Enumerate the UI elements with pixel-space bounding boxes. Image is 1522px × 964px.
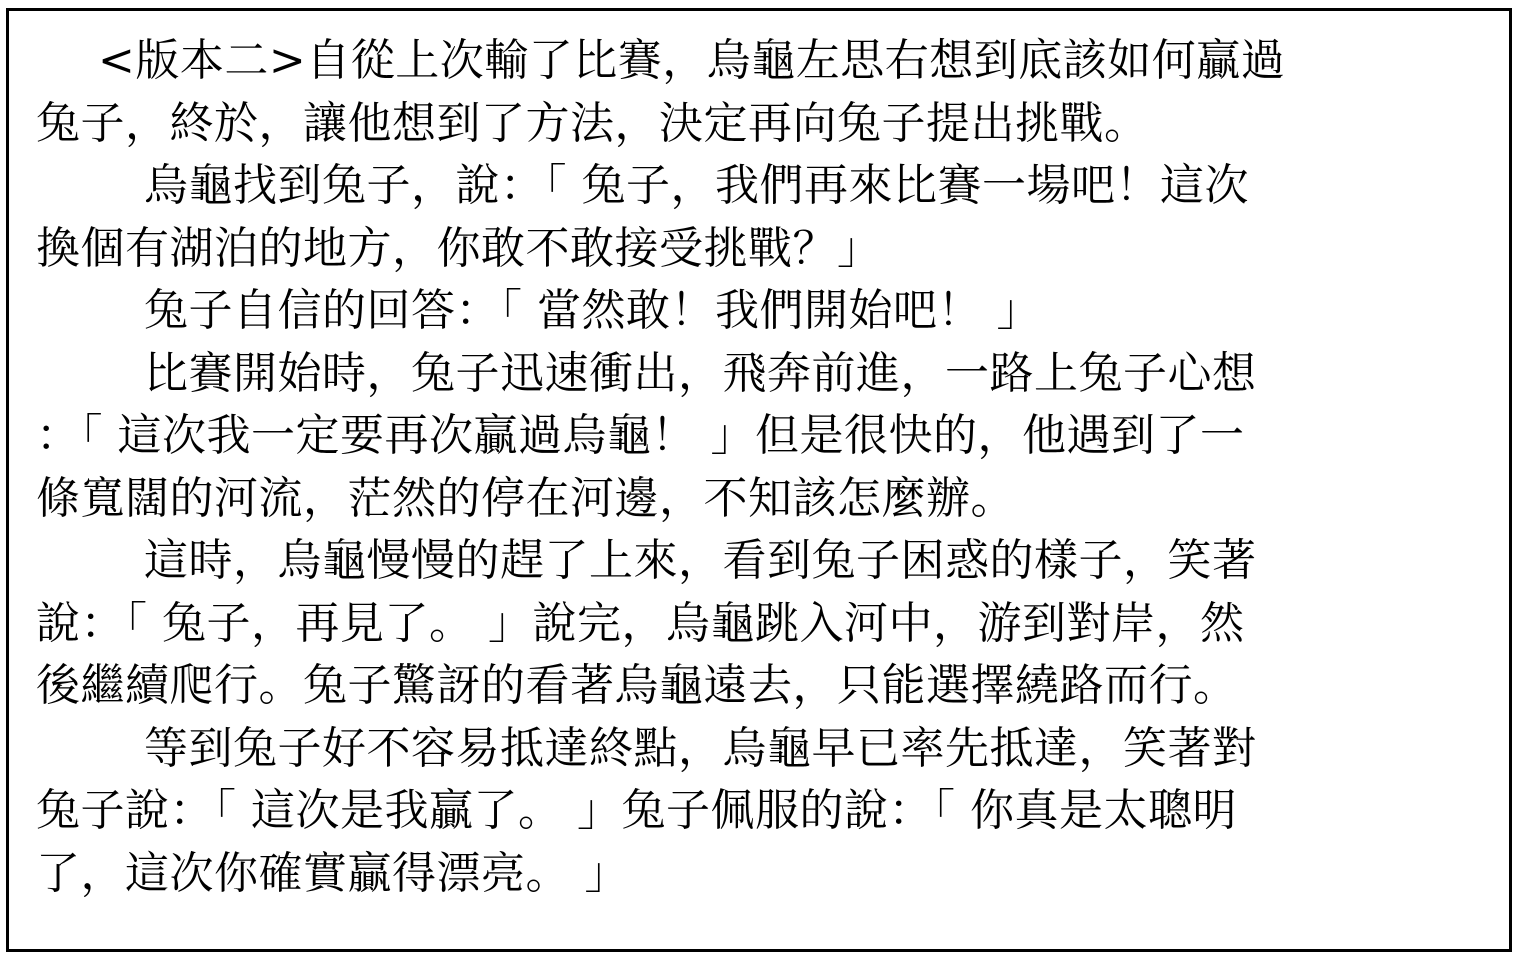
story-line: ：「 這次我一定要再次贏過烏龜！ 」但是很快的，他遇到了一 <box>36 410 1245 461</box>
story-line: 了，這次你確實贏得漂亮。 」 <box>36 847 629 899</box>
story-line: <版本二>自從上次輸了比賽，烏龜左思右想到底該如何贏過 <box>98 35 1286 86</box>
story-line: 等到兔子好不容易抵達終點，烏龜早已率先抵達，笑著對 <box>144 722 1257 774</box>
story-line: 兔子自信的回答：「 當然敢！我們開始吧！ 」 <box>144 285 1041 336</box>
story-line: 兔子，終於，讓他想到了方法，決定再向兔子提出挑戰。 <box>36 97 1149 149</box>
story-text <box>36 30 1486 905</box>
story-line: 說：「 兔子，再見了。 」說完，烏龜跳入河中，游到對岸，然 <box>36 597 1245 649</box>
story-line: 烏龜找到兔子，說：「 兔子，我們再來比賽一場吧！這次 <box>144 160 1249 211</box>
story-line: 兔子說：「 這次是我贏了。 」兔子佩服的說：「 你真是太聰明 <box>36 785 1237 836</box>
story-line: 後繼續爬行。兔子驚訝的看著烏龜遠去，只能選擇繞路而行。 <box>36 660 1238 711</box>
story-line: 換個有湖泊的地方，你敢不敢接受挑戰？」 <box>36 222 882 274</box>
story-line: 條寬闊的河流，茫然的停在河邊，不知該怎麼辦。 <box>36 472 1015 524</box>
story-line: 比賽開始時，兔子迅速衝出，飛奔前進，一路上兔子心想 <box>144 347 1257 399</box>
story-line: 這時，烏龜慢慢的趕了上來，看到兔子困惑的樣子，笑著 <box>144 535 1257 586</box>
